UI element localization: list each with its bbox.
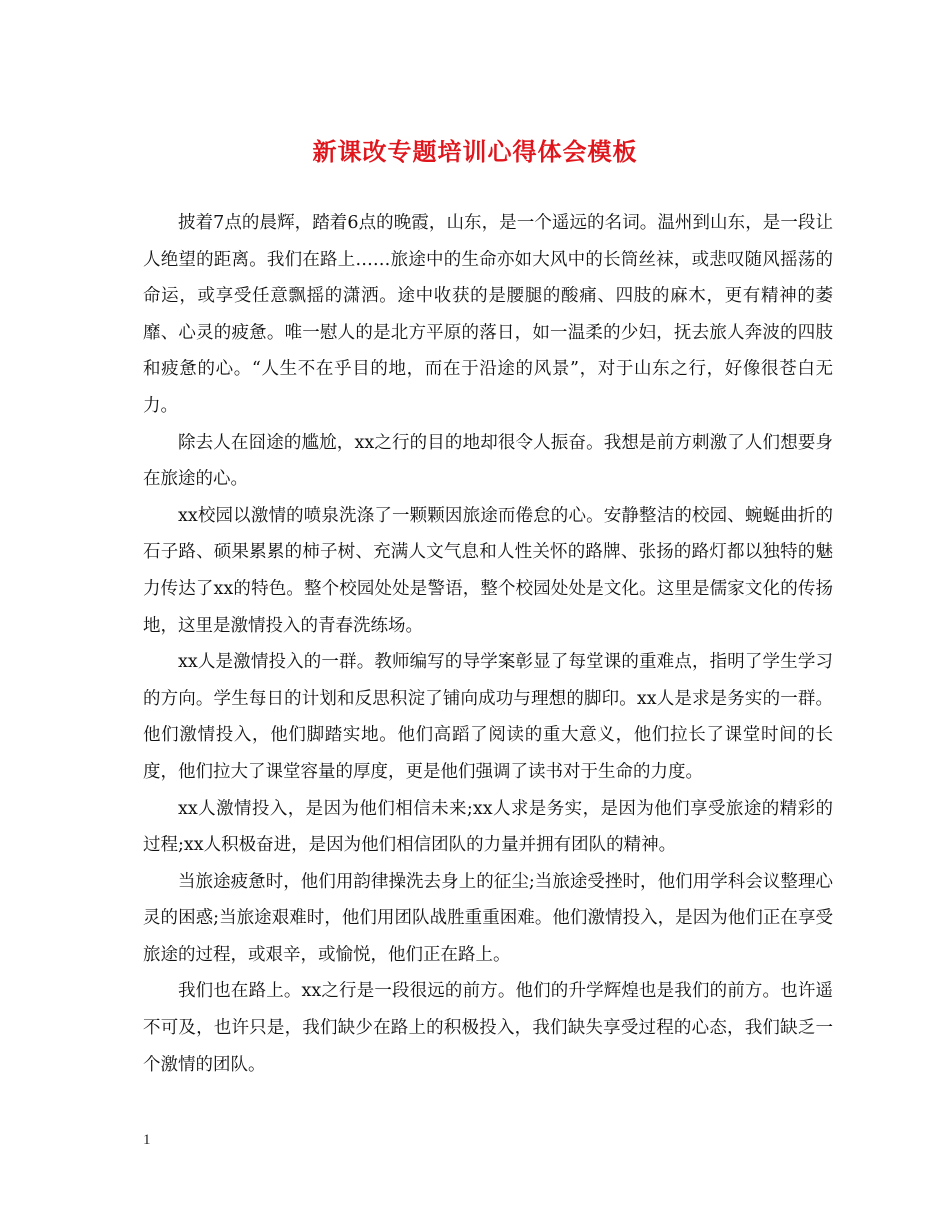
paragraph-5: xx人激情投入，是因为他们相信未来;xx人求是务实，是因为他们享受旅途的精彩的过程;xx人积极奋进，是因为他们相信团队的力量并拥有团队的精神。	[143, 798, 833, 856]
paragraph-6: 当旅途疲惫时，他们用韵律操洗去身上的征尘;当旅途受挫时，他们用学科会议整理心灵的困惑;当旅途艰难时，他们用团队战胜重重困难。他们激情投入，是因为他们正在享受旅途的过程，或艰辛，或愉悦，他们正在路上。	[143, 871, 833, 965]
document-title: 新课改专题培训心得体会模板	[312, 138, 638, 166]
paragraph-2: 除去人在囧途的尴尬，xx之行的目的地却很令人振奋。我想是前方刺激了人们想要身在旅途的心。	[143, 432, 833, 490]
document-body	[143, 205, 833, 1083]
paragraph-7: 我们也在路上。xx之行是一段很远的前方。他们的升学辉煌也是我们的前方。也许遥不可及，也许只是，我们缺少在路上的积极投入，我们缺失享受过程的心态，我们缺乏一个激情的团队。	[143, 981, 833, 1075]
paragraph-1: 披着7点的晨辉，踏着6点的晚霞，山东，是一个遥远的名词。温州到山东，是一段让人绝望的距离。我们在路上……旅途中的生命亦如大风中的长筒丝袜，或悲叹随风摇荡的命运，或享受任意飘摇的潇洒。途中收获的是腰腿的酸痛、四肢的麻木，更有精神的萎靡、心灵的疲惫。唯一慰人的是北方平原的落日，如一温柔的少妇，抚去旅人奔波的四肢和疲惫的心。“人生不在乎目的地，而在于沿途的风景”，对于山东之行，好像很苍白无力。	[143, 213, 833, 416]
paragraph-3: xx校园以激情的喷泉洗涤了一颗颗因旅途而倦怠的心。安静整洁的校园、蜿蜒曲折的石子路、硕果累累的柿子树、充满人文气息和人性关怀的路牌、张扬的路灯都以独特的魅力传达了xx的特色。整个校园处处是警语，整个校园处处是文化。这里是儒家文化的传扬地，这里是激情投入的青春洗练场。	[143, 505, 833, 636]
paragraph-4: xx人是激情投入的一群。教师编写的导学案彰显了每堂课的重难点，指明了学生学习的方向。学生每日的计划和反思积淀了铺向成功与理想的脚印。xx人是求是务实的一群。他们激情投入，他们脚踏实地。他们高蹈了阅读的重大意义，他们拉长了课堂时间的长度，他们拉大了课堂容量的厚度，更是他们强调了读书对于生命的力度。	[143, 652, 833, 782]
page-number: 1	[143, 1132, 151, 1148]
